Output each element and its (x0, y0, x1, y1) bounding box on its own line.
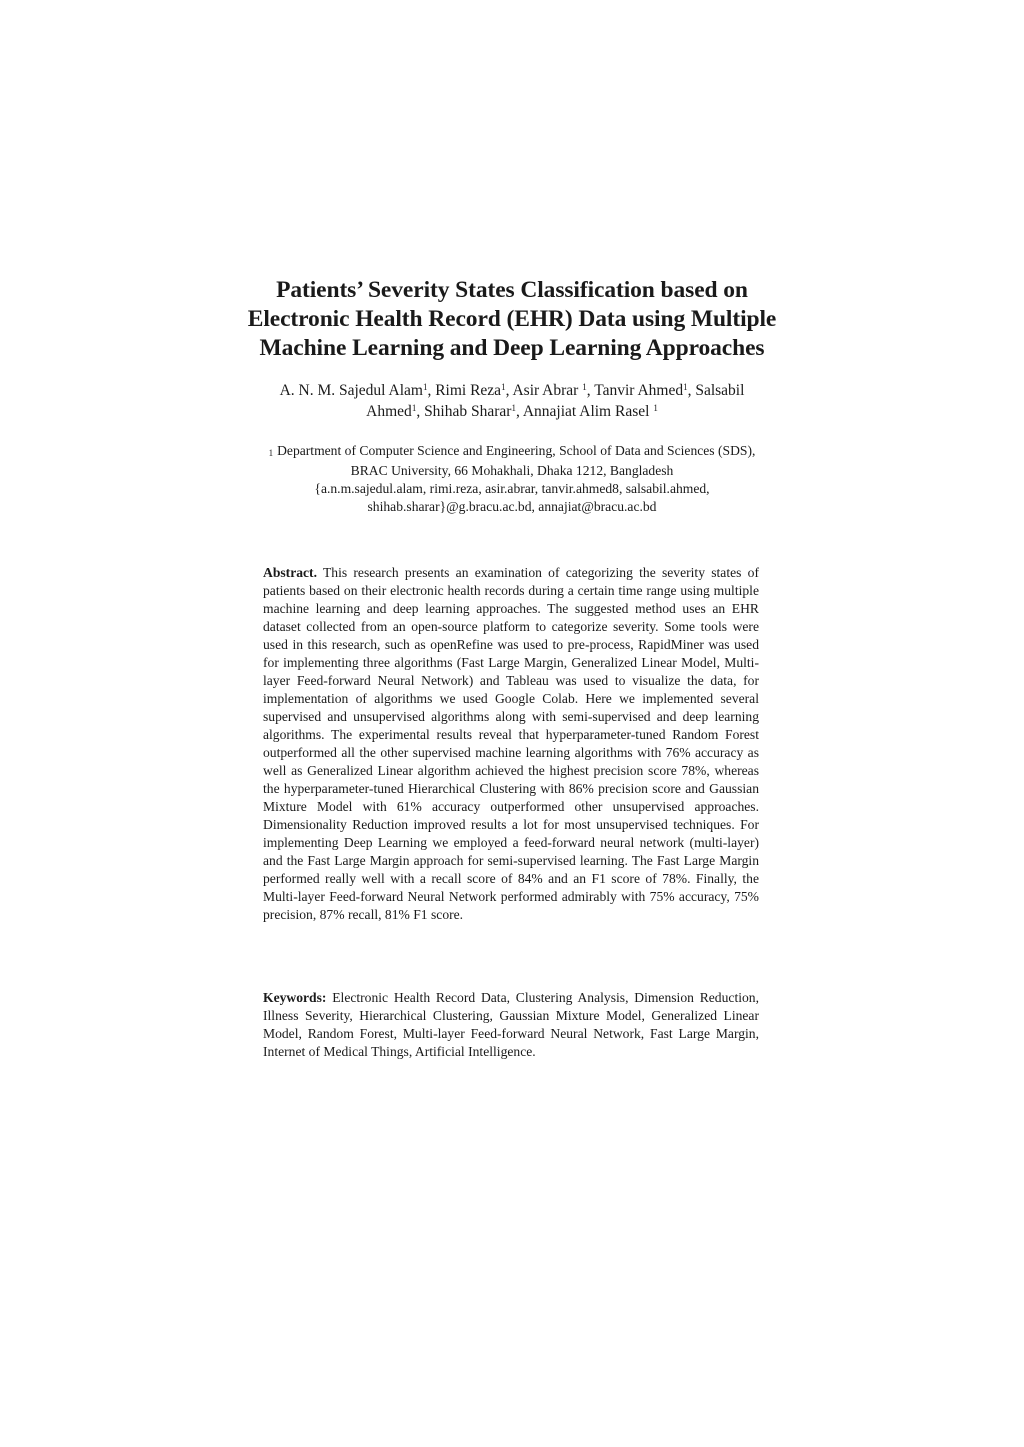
keywords (263, 989, 759, 1061)
author-affil-mark: 1 (653, 403, 658, 413)
author-name: Shihab Sharar (424, 403, 512, 420)
affiliation-dept: Department of Computer Science and Engineering, School of Data and Sciences (SDS), (277, 443, 756, 458)
title-line-2: Electronic Health Record (EHR) Data using Multiple (247, 306, 777, 332)
affiliation-line-2: BRAC University, 66 Mohakhali, Dhaka 1212, Bangladesh (350, 463, 674, 478)
title-line-3: Machine Learning and Deep Learning Approaches (259, 335, 765, 361)
author-affil-mark: 1 (683, 382, 688, 392)
author-name: Ahmed (366, 403, 412, 420)
abstract-text: This research presents an examination of categorizing the severity states of patients based on their electronic health records during a certain time range using multiple machine learning and deep learning approaches. The suggested method uses an EHR dataset collected from an open-source platform to categorize severity. Some tools were used in this research, such as openRefine was used to pre-process, RapidMiner was used for implementing three algorithms (Fast Large Margin, Generalized Linear Model, Multi-layer Feed-forward Neural Network) and Tableau was used to visualize the data, for implementation of algorithms we used Google Colab. Here we implemented several supervised and unsupervised algorithms along with semi-supervised and deep learning algorithms. The experimental results reveal that hyperparameter-tuned Random Forest outperformed all the other supervised machine learning algorithms with 76% accuracy as well as Generalized Linear algorithm achieved the highest precision score 78%, whereas the hyperparameter-tuned Hierarchical Clustering with 86% precision score and Gaussian Mixture Model with 61% accuracy outperformed other unsupervised approaches. Dimensionality Reduction improved results a lot for most unsupervised techniques. For implementing Deep Learning we employed a feed-forward neural network (multi-layer) and the Fast Large Margin approach for semi-supervised learning. The Fast Large Margin performed really well with a recall score of 84% and an F1 score of 78%. Finally, the Multi-layer Feed-forward Neural Network performed admirably with 75% accuracy, 75% precision, 87% recall, 81% F1 score. (263, 565, 759, 922)
author-affil-mark: 1 (422, 382, 428, 392)
author-name: Salsabil (695, 382, 745, 399)
keywords-label: Keywords: (263, 990, 327, 1005)
paper-title (212, 276, 812, 363)
email-line-1: {a.n.m.sajedul.alam, rimi.reza, asir.abrar, tanvir.ahmed8, salsabil.ahmed, (314, 481, 710, 496)
author-line-1: A. N. M. Sajedul Alam$^1$, Rimi Reza$^1$, Asir Abrar $^1$, Tanvir Ahmed$^1$, Salsabil (279, 382, 745, 399)
author-name: Annajiat Alim Rasel (522, 403, 650, 420)
author-affil-mark: 1 (511, 403, 516, 413)
abstract (263, 564, 759, 924)
author-list (212, 380, 812, 422)
affiliation-line-1 (200, 442, 824, 462)
affiliation-mark: 1 (268, 448, 274, 458)
author-name: Tanvir Ahmed (594, 382, 684, 399)
author-name: Asir Abrar (512, 382, 579, 399)
author-name: Rimi Reza (435, 382, 502, 399)
email-line-2: shihab.sharar}@g.bracu.ac.bd, annajiat@bracu.ac.bd (367, 499, 657, 514)
author-affil-mark: 1 (501, 382, 506, 392)
title-line-1: Patients’ Severity States Classification based on (276, 277, 748, 303)
affiliation (200, 442, 824, 516)
author-affil-mark: 1 (411, 403, 417, 413)
abstract-label: Abstract. (263, 565, 317, 580)
author-affil-mark: 1 (582, 382, 587, 392)
author-line-2: Ahmed$^1$, Shihab Sharar$^1$, Annajiat Alim Rasel $^1$ (366, 403, 658, 420)
author-name: A. N. M. Sajedul Alam (279, 382, 423, 399)
keywords-text: Electronic Health Record Data, Clustering Analysis, Dimension Reduction, Illness Severity, Hierarchical Clustering, Gaussian Mixture Model, Generalized Linear Model, Random Forest, Multi-layer Feed-forward Neural Network, Fast Large Margin, Internet of Medical Things, Artificial Intelligence. (263, 990, 759, 1059)
